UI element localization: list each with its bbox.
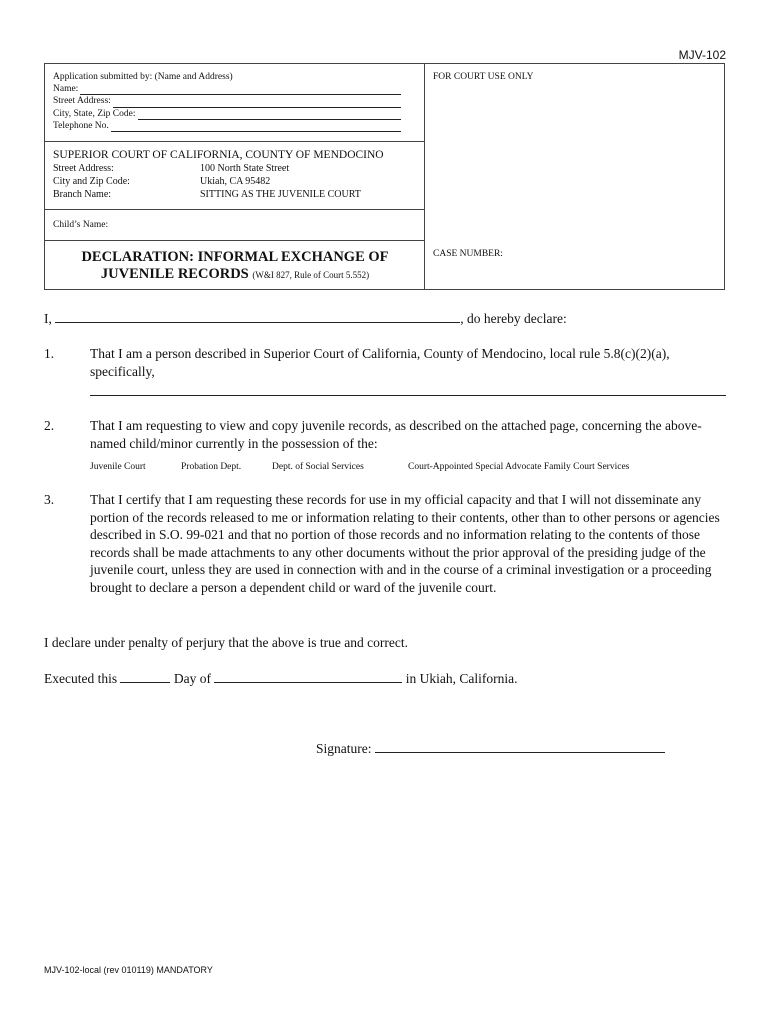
option-probation[interactable]: Probation Dept. bbox=[181, 462, 242, 472]
form-number: MJV-102 bbox=[678, 48, 726, 62]
row-value: SITTING AS THE JUVENILE COURT bbox=[200, 189, 361, 200]
divider bbox=[45, 209, 425, 210]
declare-prefix: I, bbox=[44, 311, 52, 326]
row-label: City and Zip Code: bbox=[53, 176, 130, 187]
signature-line[interactable] bbox=[375, 740, 665, 753]
option-social-services[interactable]: Dept. of Social Services bbox=[272, 462, 364, 472]
item-number: 2. bbox=[44, 418, 55, 433]
divider bbox=[45, 240, 425, 241]
court-name: SUPERIOR COURT OF CALIFORNIA, COUNTY OF MENDOCINO bbox=[53, 149, 384, 161]
item-2-text: That I am requesting to view and copy juvenile records, as described on the attached page, concerning the above-named child/minor currently in the possession of the: bbox=[90, 418, 702, 451]
applicant-heading: Application submitted by: (Name and Address) bbox=[53, 72, 233, 82]
option-juvenile-court[interactable]: Juvenile Court bbox=[90, 462, 146, 472]
form-title bbox=[49, 249, 421, 284]
field-line bbox=[80, 85, 401, 95]
title-line-1: DECLARATION: INFORMAL EXCHANGE OF bbox=[81, 249, 389, 265]
applicant-street-field[interactable] bbox=[53, 95, 401, 107]
applicant-phone-field[interactable] bbox=[53, 120, 401, 132]
perjury-statement: I declare under penalty of perjury that the above is true and correct. bbox=[44, 635, 408, 650]
executed-prefix: Executed this bbox=[44, 671, 118, 686]
declarant-name-line[interactable] bbox=[55, 310, 460, 323]
row-value: Ukiah, CA 95482 bbox=[200, 176, 271, 187]
applicant-name-field[interactable] bbox=[53, 83, 401, 95]
court-city-row bbox=[53, 175, 421, 188]
executed-line bbox=[44, 670, 734, 688]
title-line-2 bbox=[49, 266, 421, 284]
field-label: City, State, Zip Code: bbox=[53, 108, 136, 119]
court-use-label: FOR COURT USE ONLY bbox=[433, 72, 534, 82]
item-number: 3. bbox=[44, 492, 55, 507]
specification-line[interactable] bbox=[90, 383, 726, 396]
option-casa[interactable]: Court-Appointed Special Advocate Family Court Services bbox=[408, 462, 630, 472]
form-footer: MJV-102-local (rev 010119) MANDATORY bbox=[44, 965, 213, 975]
day-line[interactable] bbox=[120, 670, 170, 683]
child-name-label[interactable]: Child’s Name: bbox=[53, 220, 109, 230]
declare-suffix: , do hereby declare: bbox=[460, 311, 567, 326]
item-1-text: That I am a person described in Superior Court of California, County of Mendocino, local rule 5.8(c)(2)(a), specifically, bbox=[90, 346, 670, 379]
agency-options bbox=[90, 459, 730, 477]
title-records: JUVENILE RECORDS bbox=[100, 266, 249, 282]
field-line bbox=[138, 110, 401, 120]
row-label: Street Address: bbox=[53, 163, 114, 174]
executed-suffix: in Ukiah, California. bbox=[405, 671, 518, 686]
field-label: Name: bbox=[53, 84, 79, 95]
signature-block bbox=[316, 740, 736, 758]
court-branch-row bbox=[53, 188, 421, 201]
field-label: Telephone No. bbox=[53, 120, 109, 131]
field-label: Street Address: bbox=[53, 96, 111, 107]
item-3-text: That I certify that I am requesting these records for use in my official capacity and that I will not disseminate any portion of the records released to me or information relating to their contents, other than to other persons or agencies described in S.O. 99-021 and that no portion of those records and no information relating to the contents of those records shall be made attachments to any other documents without the prior approval of the presiding judge of the juvenile court, unless they are used in connection with and in the course of a criminal investigation or a proceeding brought to declare a person a dependent child or ward of the juvenile court. bbox=[90, 492, 720, 595]
executed-middle: Day of bbox=[173, 671, 211, 686]
applicant-city-field[interactable] bbox=[53, 108, 401, 120]
caption-divider bbox=[424, 64, 425, 289]
month-line[interactable] bbox=[214, 670, 402, 683]
applicant-section bbox=[53, 71, 401, 132]
divider bbox=[45, 141, 425, 142]
court-street-row bbox=[53, 162, 421, 175]
court-section bbox=[53, 148, 421, 201]
row-label: Branch Name: bbox=[53, 189, 112, 200]
field-line bbox=[113, 98, 401, 108]
case-number-label[interactable]: CASE NUMBER: bbox=[433, 249, 503, 259]
field-line bbox=[111, 122, 401, 132]
title-citation: (W&I 827, Rule of Court 5.552) bbox=[252, 270, 370, 280]
caption-box bbox=[44, 63, 725, 290]
declarant-line bbox=[44, 310, 734, 328]
item-number: 1. bbox=[44, 346, 55, 361]
signature-label: Signature: bbox=[316, 741, 372, 756]
row-value: 100 North State Street bbox=[200, 163, 290, 174]
